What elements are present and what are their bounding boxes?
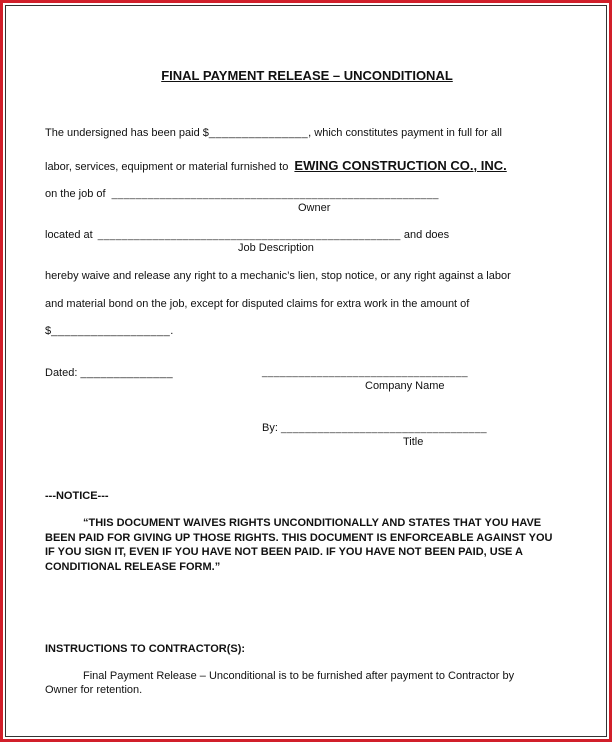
furnished-label: labor, services, equipment or material furnished to [45, 161, 289, 173]
instructions-heading: INSTRUCTIONS TO CONTRACTOR(S): [45, 643, 246, 655]
owner-caption: Owner [298, 202, 331, 214]
job-description-blank[interactable]: __________________________________________________ [97, 230, 401, 241]
dated-blank[interactable]: ______________ [80, 367, 174, 379]
by-line [262, 422, 487, 434]
document-page [5, 5, 607, 737]
dollar-sign: $ [45, 325, 52, 337]
furnished-line [45, 158, 507, 173]
by-blank[interactable]: __________________________________ [280, 423, 488, 434]
period: . [170, 325, 174, 337]
paid-label: The undersigned has been paid $ [45, 127, 209, 139]
job-of-label: on the job of [45, 188, 106, 200]
notice-text: “THIS DOCUMENT WAIVES RIGHTS UNCONDITIONALLY AND STATES THAT YOU HAVE BEEN PAID FOR GIVING UP THOSE RIGHTS. THIS DOCUMENT IS ENFORCEABLE AGAINST YOU IF YOU SIGN IT, EVEN IF YOU HAVE NOT BEEN PAID. IF YOU HAVE NOT BEEN PAID, USE A CONDITIONAL RELEASE FORM.” [45, 517, 553, 573]
owner-blank[interactable]: ______________________________________________________ [111, 189, 439, 200]
and-does-label: and does [403, 229, 450, 241]
paid-line [45, 127, 502, 139]
title-caption: Title [403, 436, 424, 448]
waive-line: hereby waive and release any right to a mechanic’s lien, stop notice, or any right against a labor [45, 270, 511, 282]
document-title: FINAL PAYMENT RELEASE – UNCONDITIONAL [161, 68, 453, 83]
bond-line: and material bond on the job, except for disputed claims for extra work in the amount of [45, 298, 470, 310]
job-description-caption: Job Description [238, 242, 314, 254]
instructions-line-2: Owner for retention. [45, 684, 143, 696]
dated-label: Dated: [45, 367, 78, 379]
company-name-caption: Company Name [365, 380, 445, 392]
notice-heading: ---NOTICE--- [45, 490, 109, 502]
instructions-line-1: Final Payment Release – Unconditional is to be furnished after payment to Contractor by [83, 670, 515, 682]
located-line [45, 229, 449, 241]
company-name-blank[interactable]: __________________________________ [262, 367, 469, 378]
paid-suffix: , which constitutes payment in full for all [308, 127, 502, 139]
company-name: EWING CONSTRUCTION CO., INC. [294, 158, 507, 173]
paid-amount-blank[interactable]: _______________ [208, 127, 309, 139]
extra-amount-blank[interactable]: __________________ [51, 325, 171, 337]
dated-line [45, 367, 173, 379]
located-label: located at [45, 229, 93, 241]
by-label: By: [262, 422, 278, 434]
extra-amount-line [45, 325, 173, 337]
job-of-line [45, 188, 439, 200]
